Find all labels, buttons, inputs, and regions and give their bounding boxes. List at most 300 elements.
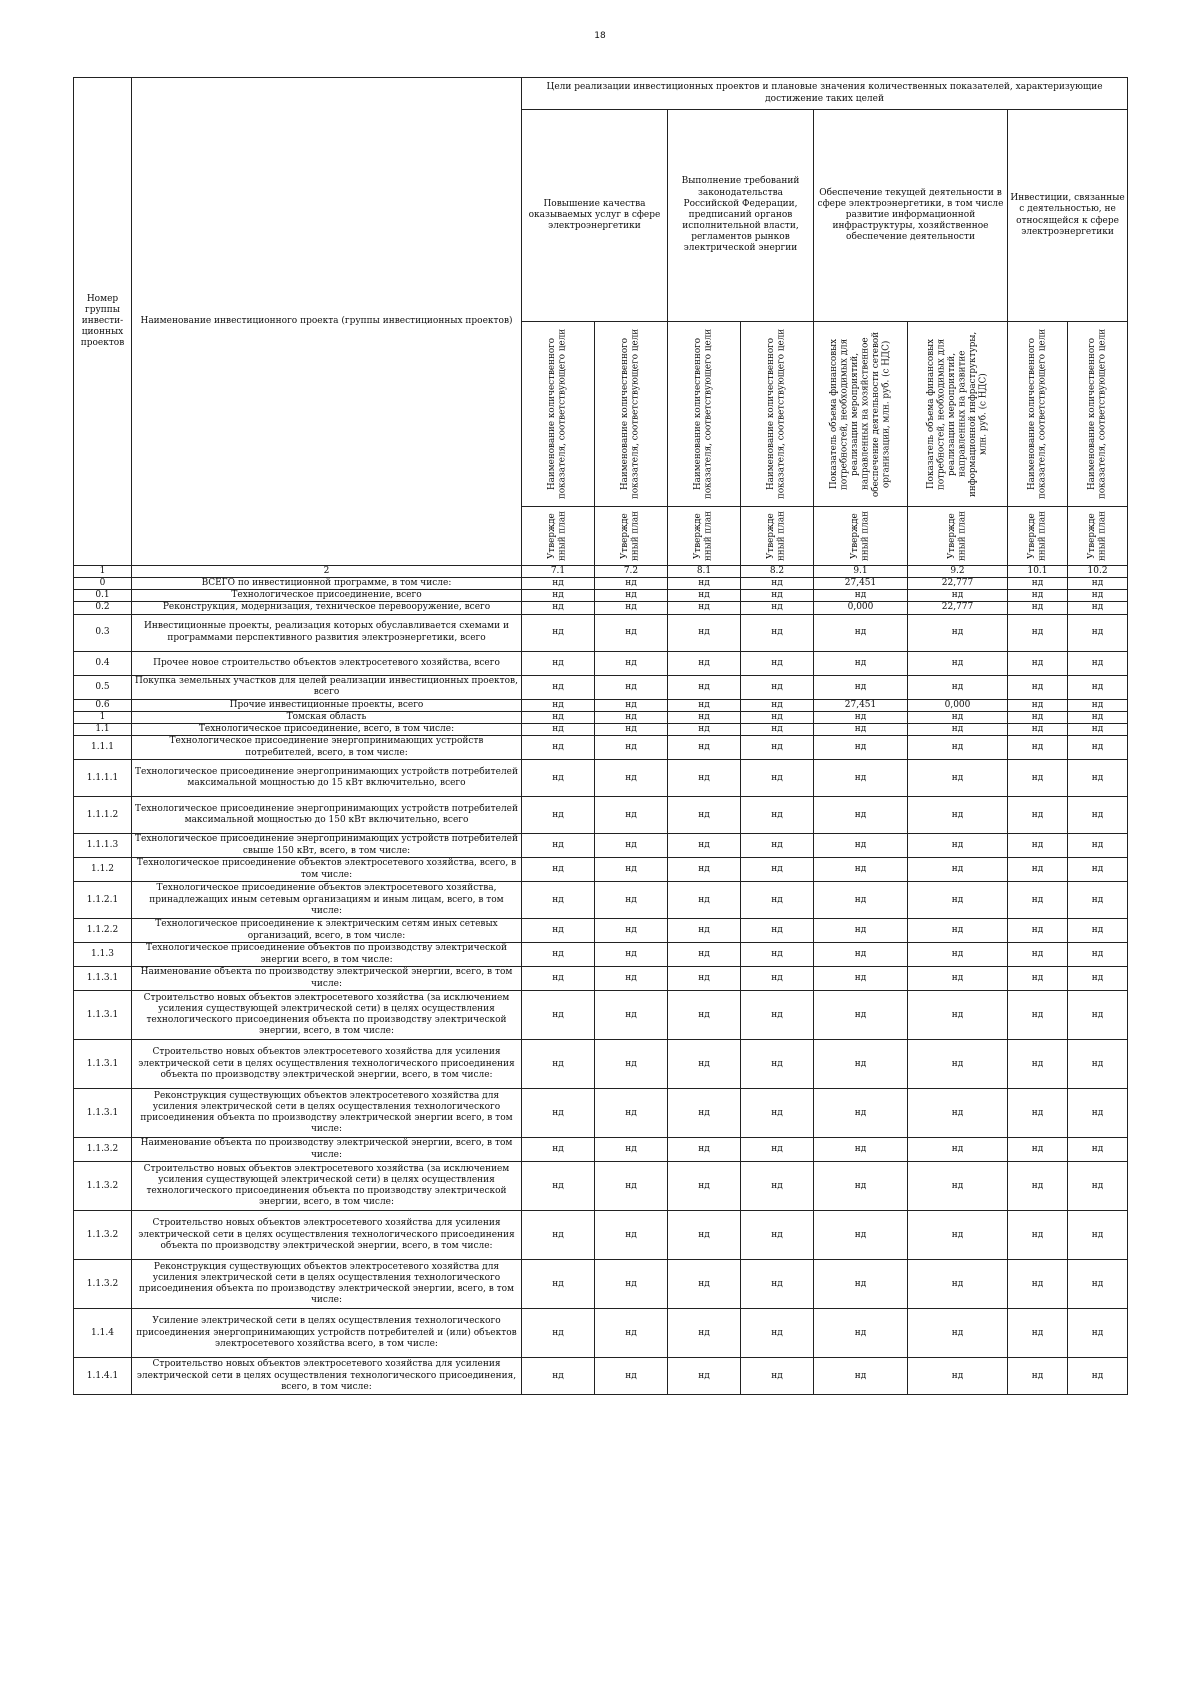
row-value: нд bbox=[908, 882, 1008, 919]
row-value: нд bbox=[908, 651, 1008, 675]
row-value: нд bbox=[814, 675, 908, 699]
plan-header bbox=[1068, 507, 1128, 566]
row-value: нд bbox=[522, 1138, 595, 1162]
indicator-header bbox=[668, 322, 741, 507]
table-row bbox=[74, 967, 1128, 991]
row-value: 22,777 bbox=[908, 578, 1008, 590]
row-value: нд bbox=[1008, 1162, 1068, 1211]
table-row bbox=[74, 1162, 1128, 1211]
row-value: нд bbox=[741, 1138, 814, 1162]
row-value: нд bbox=[741, 675, 814, 699]
row-value: нд bbox=[814, 991, 908, 1040]
row-value: нд bbox=[814, 614, 908, 651]
row-value: нд bbox=[814, 651, 908, 675]
row-value: нд bbox=[908, 723, 1008, 735]
row-value: нд bbox=[1068, 1138, 1128, 1162]
row-name: Технологическое присоединение энергопринимающих устройств потребителей свыше 150 кВт, всего, в том числе: bbox=[132, 834, 522, 858]
indicator-header-text: Наименование количественного показателя, соответствующего цели bbox=[1087, 328, 1108, 500]
row-value: нд bbox=[741, 1040, 814, 1089]
row-value: нд bbox=[741, 943, 814, 967]
table-row bbox=[74, 1260, 1128, 1309]
row-value: нд bbox=[1068, 1162, 1128, 1211]
row-value: нд bbox=[595, 1162, 668, 1211]
column-number: 10.1 bbox=[1008, 566, 1068, 578]
row-name: Технологическое присоединение, всего bbox=[132, 590, 522, 602]
row-value: нд bbox=[1008, 578, 1068, 590]
table-row bbox=[74, 834, 1128, 858]
table-row bbox=[74, 797, 1128, 834]
row-value: нд bbox=[595, 1040, 668, 1089]
indicator-header-text: Наименование количественного показателя, соответствующего цели bbox=[693, 328, 714, 500]
row-value: нд bbox=[741, 1211, 814, 1260]
row-value: нд bbox=[814, 1089, 908, 1138]
plan-header-text: Утвержде нный план bbox=[849, 511, 871, 561]
row-value: нд bbox=[595, 943, 668, 967]
plan-header bbox=[522, 507, 595, 566]
row-value: нд bbox=[814, 760, 908, 797]
row-number: 1.1.3.2 bbox=[74, 1138, 132, 1162]
row-value: нд bbox=[668, 651, 741, 675]
row-name: Томская область bbox=[132, 711, 522, 723]
plan-header bbox=[668, 507, 741, 566]
row-value: нд bbox=[741, 602, 814, 614]
table-row bbox=[74, 760, 1128, 797]
row-value: нд bbox=[908, 1089, 1008, 1138]
row-name: Технологическое присоединение энергопринимающих устройств потребителей максимальной мощностью до 150 кВт включительно, всего bbox=[132, 797, 522, 834]
indicator-header bbox=[1008, 322, 1068, 507]
row-value: нд bbox=[522, 675, 595, 699]
row-value: нд bbox=[522, 614, 595, 651]
row-value: нд bbox=[522, 1162, 595, 1211]
row-value: нд bbox=[908, 1162, 1008, 1211]
row-value: нд bbox=[595, 602, 668, 614]
row-value: нд bbox=[595, 1211, 668, 1260]
row-value: нд bbox=[668, 882, 741, 919]
row-value: нд bbox=[522, 578, 595, 590]
table-row bbox=[74, 858, 1128, 882]
row-name: Строительство новых объектов электросетевого хозяйства (за исключением усиления существующей электрической сети) в целях осуществления технологического присоединения объекта по производству электрической энергии, всего, в том числе: bbox=[132, 991, 522, 1040]
row-number: 1.1.3.2 bbox=[74, 1211, 132, 1260]
row-value: нд bbox=[595, 675, 668, 699]
row-value: нд bbox=[1008, 651, 1068, 675]
row-value: нд bbox=[668, 967, 741, 991]
row-value: нд bbox=[1068, 578, 1128, 590]
column-number: 7.1 bbox=[522, 566, 595, 578]
row-value: нд bbox=[595, 1358, 668, 1395]
table-row bbox=[74, 614, 1128, 651]
row-number: 0.2 bbox=[74, 602, 132, 614]
plan-header-text: Утвержде нный план bbox=[547, 511, 568, 561]
row-value: нд bbox=[1008, 590, 1068, 602]
row-value: нд bbox=[1008, 760, 1068, 797]
row-value: нд bbox=[1008, 602, 1068, 614]
row-name: Технологическое присоединение энергопринимающих устройств потребителей, всего, в том числе: bbox=[132, 736, 522, 760]
indicator-header bbox=[522, 322, 595, 507]
row-number: 1.1.3 bbox=[74, 943, 132, 967]
page-number: 18 bbox=[594, 31, 606, 41]
row-number: 1.1.4 bbox=[74, 1309, 132, 1358]
table-row bbox=[74, 578, 1128, 590]
row-number: 0 bbox=[74, 578, 132, 590]
row-value: нд bbox=[522, 1211, 595, 1260]
row-name: Прочие инвестиционные проекты, всего bbox=[132, 699, 522, 711]
row-name: Покупка земельных участков для целей реализации инвестиционных проектов, всего bbox=[132, 675, 522, 699]
indicator-header-text: Наименование количественного показателя, соответствующего цели bbox=[620, 328, 641, 500]
row-value: нд bbox=[522, 590, 595, 602]
row-value: нд bbox=[522, 882, 595, 919]
row-value: нд bbox=[595, 919, 668, 943]
row-value: нд bbox=[1008, 991, 1068, 1040]
row-value: нд bbox=[741, 991, 814, 1040]
row-value: нд bbox=[522, 967, 595, 991]
table-row bbox=[74, 943, 1128, 967]
table-row bbox=[74, 651, 1128, 675]
row-value: нд bbox=[908, 675, 1008, 699]
row-value: нд bbox=[668, 614, 741, 651]
column-number: 8.1 bbox=[668, 566, 741, 578]
row-value: нд bbox=[908, 1211, 1008, 1260]
row-value: нд bbox=[668, 1211, 741, 1260]
row-value: нд bbox=[814, 1260, 908, 1309]
row-value: нд bbox=[741, 711, 814, 723]
column-number: 7.2 bbox=[595, 566, 668, 578]
row-number: 1.1.3.1 bbox=[74, 991, 132, 1040]
row-value: нд bbox=[908, 760, 1008, 797]
row-value: нд bbox=[741, 919, 814, 943]
row-value: нд bbox=[1068, 1040, 1128, 1089]
row-value: нд bbox=[741, 760, 814, 797]
row-value: нд bbox=[741, 614, 814, 651]
row-value: нд bbox=[908, 614, 1008, 651]
row-value: нд bbox=[522, 943, 595, 967]
row-value: нд bbox=[1008, 967, 1068, 991]
row-number: 0.5 bbox=[74, 675, 132, 699]
row-value: нд bbox=[522, 602, 595, 614]
indicator-header-text: Показатель объема финансовых потребностей, необходимых для реализации мероприятий, направленных на развитие информационной инфраструктуры, млн. руб. (с НДС) bbox=[925, 331, 989, 497]
row-value: нд bbox=[668, 1040, 741, 1089]
table-row bbox=[74, 1211, 1128, 1260]
row-value: нд bbox=[522, 1260, 595, 1309]
row-value: нд bbox=[741, 651, 814, 675]
row-value: нд bbox=[595, 760, 668, 797]
row-name: Инвестиционные проекты, реализация которых обуславливается схемами и программами перспективного развития электроэнергетики, всего bbox=[132, 614, 522, 651]
plan-header bbox=[908, 507, 1008, 566]
row-value: нд bbox=[668, 602, 741, 614]
plan-header-text: Утвержде нный план bbox=[766, 511, 787, 561]
row-value: нд bbox=[1008, 919, 1068, 943]
row-value: нд bbox=[595, 967, 668, 991]
row-value: нд bbox=[1008, 723, 1068, 735]
row-value: нд bbox=[741, 590, 814, 602]
investment-goals-table bbox=[73, 77, 1128, 1395]
row-value: нд bbox=[595, 1138, 668, 1162]
table-row bbox=[74, 675, 1128, 699]
row-value: нд bbox=[668, 991, 741, 1040]
row-value: нд bbox=[741, 699, 814, 711]
row-value: нд bbox=[668, 736, 741, 760]
row-value: нд bbox=[741, 1260, 814, 1309]
row-value: нд bbox=[1068, 651, 1128, 675]
goal-group-header: Повышение качества оказываемых услуг в сфере электроэнергетики bbox=[522, 110, 668, 322]
row-value: нд bbox=[1068, 675, 1128, 699]
indicator-header bbox=[908, 322, 1008, 507]
row-value: нд bbox=[908, 919, 1008, 943]
row-value: нд bbox=[741, 797, 814, 834]
row-value: нд bbox=[814, 943, 908, 967]
indicator-header-text: Наименование количественного показателя, соответствующего цели bbox=[1026, 328, 1048, 500]
row-number: 0.6 bbox=[74, 699, 132, 711]
row-name: Технологическое присоединение энергопринимающих устройств потребителей максимальной мощностью до 15 кВт включительно, всего bbox=[132, 760, 522, 797]
row-value: нд bbox=[668, 858, 741, 882]
row-value: нд bbox=[595, 797, 668, 834]
row-name: Строительство новых объектов электросетевого хозяйства (за исключением усиления существующей электрической сети) в целях осуществления технологического присоединения объекта по производству электрической энергии, всего, в том числе: bbox=[132, 1162, 522, 1211]
row-value: нд bbox=[814, 967, 908, 991]
row-value: нд bbox=[1068, 1358, 1128, 1395]
table-row bbox=[74, 723, 1128, 735]
row-number: 1.1.1.2 bbox=[74, 797, 132, 834]
row-number: 0.4 bbox=[74, 651, 132, 675]
row-name: Технологическое присоединение к электрическим сетям иных сетевых организаций, всего, в том числе: bbox=[132, 919, 522, 943]
table-row bbox=[74, 991, 1128, 1040]
row-value: нд bbox=[595, 1260, 668, 1309]
row-name: Усиление электрической сети в целях осуществления технологического присоединения энергопринимающих устройств потребителей и (или) объектов электросетевого хозяйства всего, в том числе: bbox=[132, 1309, 522, 1358]
row-value: нд bbox=[522, 919, 595, 943]
row-value: нд bbox=[908, 711, 1008, 723]
row-value: нд bbox=[668, 1309, 741, 1358]
row-name: Технологическое присоединение объектов электросетевого хозяйства, всего, в том числе: bbox=[132, 858, 522, 882]
row-value: нд bbox=[741, 1358, 814, 1395]
row-value: нд bbox=[522, 834, 595, 858]
row-value: нд bbox=[1008, 1040, 1068, 1089]
row-value: нд bbox=[1008, 1358, 1068, 1395]
goal-group-header: Инвестиции, связанные с деятельностью, не относящейся к сфере электроэнергетики bbox=[1008, 110, 1128, 322]
table-row bbox=[74, 919, 1128, 943]
row-value: нд bbox=[522, 1089, 595, 1138]
table-row bbox=[74, 602, 1128, 614]
row-value: нд bbox=[1008, 858, 1068, 882]
row-value: нд bbox=[1068, 602, 1128, 614]
row-name: Технологическое присоединение, всего, в том числе: bbox=[132, 723, 522, 735]
row-value: нд bbox=[1068, 1309, 1128, 1358]
indicator-header-text: Наименование количественного показателя, соответствующего цели bbox=[766, 328, 787, 500]
row-value: нд bbox=[1008, 1089, 1068, 1138]
row-value: нд bbox=[741, 967, 814, 991]
row-name: Реконструкция существующих объектов электросетевого хозяйства для усиления электрической сети в целях осуществления технологического присоединения объекта по производству электрической энергии всего, в том числе: bbox=[132, 1089, 522, 1138]
row-value: нд bbox=[668, 943, 741, 967]
plan-header-text: Утвержде нный план bbox=[693, 511, 714, 561]
row-value: нд bbox=[1008, 943, 1068, 967]
row-value: нд bbox=[908, 590, 1008, 602]
row-value: нд bbox=[595, 882, 668, 919]
row-name: Наименование объекта по производству электрической энергии, всего, в том числе: bbox=[132, 967, 522, 991]
row-name: Реконструкция существующих объектов электросетевого хозяйства для усиления электрической сети в целях осуществления технологического присоединения объекта по производству электрической энергии, всего, в том числе: bbox=[132, 1260, 522, 1309]
row-value: нд bbox=[668, 1138, 741, 1162]
plan-header bbox=[595, 507, 668, 566]
row-value: нд bbox=[668, 1260, 741, 1309]
row-value: нд bbox=[908, 1040, 1008, 1089]
row-number: 1.1.3.1 bbox=[74, 1040, 132, 1089]
row-value: нд bbox=[1008, 1211, 1068, 1260]
row-value: нд bbox=[814, 590, 908, 602]
row-value: нд bbox=[1008, 834, 1068, 858]
row-name: Строительство новых объектов электросетевого хозяйства для усиления электрической сети в целях осуществления технологического присоединения объекта по производству электрической энергии, всего, в том числе: bbox=[132, 1040, 522, 1089]
row-value: нд bbox=[814, 1162, 908, 1211]
row-value: нд bbox=[1068, 991, 1128, 1040]
indicator-header bbox=[1068, 322, 1128, 507]
row-value: нд bbox=[908, 858, 1008, 882]
row-value: нд bbox=[814, 723, 908, 735]
row-name: Технологическое присоединение объектов по производству электрической энергии всего, в том числе: bbox=[132, 943, 522, 967]
row-value: нд bbox=[1068, 919, 1128, 943]
row-value: нд bbox=[1068, 736, 1128, 760]
row-value: нд bbox=[1008, 1138, 1068, 1162]
row-value: нд bbox=[595, 651, 668, 675]
row-value: нд bbox=[595, 590, 668, 602]
row-value: нд bbox=[741, 858, 814, 882]
row-value: нд bbox=[595, 858, 668, 882]
row-value: нд bbox=[522, 651, 595, 675]
row-number: 1.1.1 bbox=[74, 736, 132, 760]
row-value: нд bbox=[814, 711, 908, 723]
goal-group-header: Обеспечение текущей деятельности в сфере электроэнергетики, в том числе развитие информационной инфраструктуры, хозяйственное обеспечение деятельности bbox=[814, 110, 1008, 322]
row-value: нд bbox=[814, 1309, 908, 1358]
goal-group-header: Выполнение требований законодательства Российской Федерации, предписаний органов исполнительной власти, регламентов рынков электрической энергии bbox=[668, 110, 814, 322]
row-value: нд bbox=[595, 1089, 668, 1138]
row-value: нд bbox=[1068, 590, 1128, 602]
row-value: нд bbox=[522, 760, 595, 797]
table-row bbox=[74, 1358, 1128, 1395]
row-number: 1.1.2.2 bbox=[74, 919, 132, 943]
indicator-header-text: Показатель объема финансовых потребностей, необходимых для реализации мероприятий, направленных на хозяйственное обеспечение деятельности сетевой организации, млн. руб. (с НДС) bbox=[828, 331, 892, 497]
row-value: нд bbox=[1008, 1309, 1068, 1358]
row-value: нд bbox=[741, 578, 814, 590]
row-value: нд bbox=[741, 1162, 814, 1211]
row-value: нд bbox=[1068, 967, 1128, 991]
row-value: нд bbox=[1008, 1260, 1068, 1309]
column-number: 10.2 bbox=[1068, 566, 1128, 578]
goals-header: Цели реализации инвестиционных проектов и плановые значения количественных показателей, характеризующие достижение таких целей bbox=[522, 78, 1128, 110]
row-number: 1.1 bbox=[74, 723, 132, 735]
row-value: нд bbox=[522, 736, 595, 760]
row-number: 1 bbox=[74, 711, 132, 723]
row-value: нд bbox=[1008, 882, 1068, 919]
row-value: нд bbox=[668, 699, 741, 711]
row-name: ВСЕГО по инвестиционной программе, в том числе: bbox=[132, 578, 522, 590]
row-value: нд bbox=[668, 578, 741, 590]
plan-header bbox=[741, 507, 814, 566]
column-number: 9.1 bbox=[814, 566, 908, 578]
row-number: 1.1.2.1 bbox=[74, 882, 132, 919]
row-value: нд bbox=[1068, 699, 1128, 711]
plan-header-text: Утвержде нный план bbox=[1026, 511, 1048, 561]
plan-header bbox=[814, 507, 908, 566]
row-value: нд bbox=[668, 590, 741, 602]
row-value: нд bbox=[668, 760, 741, 797]
row-value: нд bbox=[595, 711, 668, 723]
row-value: нд bbox=[908, 967, 1008, 991]
row-value: нд bbox=[522, 797, 595, 834]
row-value: нд bbox=[1008, 797, 1068, 834]
row-value: 27,451 bbox=[814, 699, 908, 711]
row-value: нд bbox=[522, 723, 595, 735]
table-row bbox=[74, 711, 1128, 723]
column-number: 1 bbox=[74, 566, 132, 578]
row-name: Реконструкция, модернизация, техническое перевооружение, всего bbox=[132, 602, 522, 614]
row-value: 22,777 bbox=[908, 602, 1008, 614]
row-value: нд bbox=[814, 834, 908, 858]
table-row bbox=[74, 1309, 1128, 1358]
table-row bbox=[74, 736, 1128, 760]
indicator-header bbox=[595, 322, 668, 507]
column-number: 9.2 bbox=[908, 566, 1008, 578]
row-value: нд bbox=[1008, 736, 1068, 760]
indicator-header bbox=[741, 322, 814, 507]
row-value: нд bbox=[522, 1358, 595, 1395]
row-value: нд bbox=[595, 736, 668, 760]
row-value: нд bbox=[814, 882, 908, 919]
table-row bbox=[74, 1040, 1128, 1089]
row-value: 0,000 bbox=[814, 602, 908, 614]
row-value: нд bbox=[668, 723, 741, 735]
row-value: нд bbox=[1068, 614, 1128, 651]
indicator-header bbox=[814, 322, 908, 507]
row-value: нд bbox=[595, 991, 668, 1040]
row-value: нд bbox=[814, 1211, 908, 1260]
row-value: нд bbox=[668, 1162, 741, 1211]
row-value: нд bbox=[741, 1309, 814, 1358]
row-value: нд bbox=[741, 723, 814, 735]
table-row bbox=[74, 1138, 1128, 1162]
row-name: Прочее новое строительство объектов электросетевого хозяйства, всего bbox=[132, 651, 522, 675]
column-number: 8.2 bbox=[741, 566, 814, 578]
row-value: нд bbox=[814, 858, 908, 882]
plan-header-text: Утвержде нный план bbox=[1087, 511, 1108, 561]
table-row bbox=[74, 882, 1128, 919]
row-name: Строительство новых объектов электросетевого хозяйства для усиления электрической сети в целях осуществления технологического присоединения, всего, в том числе: bbox=[132, 1358, 522, 1395]
row-name: Строительство новых объектов электросетевого хозяйства для усиления электрической сети в целях осуществления технологического присоединения объекта по производству электрической энергии, всего, в том числе: bbox=[132, 1211, 522, 1260]
row-value: нд bbox=[595, 723, 668, 735]
row-value: нд bbox=[1008, 699, 1068, 711]
row-value: нд bbox=[1068, 1089, 1128, 1138]
table-row bbox=[74, 590, 1128, 602]
row-value: нд bbox=[814, 1040, 908, 1089]
row-value: нд bbox=[668, 675, 741, 699]
row-name: Наименование объекта по производству электрической энергии, всего, в том числе: bbox=[132, 1138, 522, 1162]
row-value: нд bbox=[1068, 760, 1128, 797]
name-column-header: Наименование инвестиционного проекта (группы инвестиционных проектов) bbox=[132, 78, 522, 566]
row-name: Технологическое присоединение объектов электросетевого хозяйства, принадлежащих иным сетевым организациям и иным лицам, всего, в том числе: bbox=[132, 882, 522, 919]
row-value: нд bbox=[668, 797, 741, 834]
plan-header bbox=[1008, 507, 1068, 566]
row-value: нд bbox=[908, 1358, 1008, 1395]
row-value: нд bbox=[908, 943, 1008, 967]
row-value: нд bbox=[814, 1358, 908, 1395]
row-number: 1.1.1.3 bbox=[74, 834, 132, 858]
row-value: нд bbox=[908, 991, 1008, 1040]
row-value: нд bbox=[1068, 882, 1128, 919]
row-value: нд bbox=[741, 834, 814, 858]
row-number: 1.1.4.1 bbox=[74, 1358, 132, 1395]
plan-header-text: Утвержде нный план bbox=[620, 511, 641, 561]
table-row bbox=[74, 699, 1128, 711]
row-value: нд bbox=[814, 736, 908, 760]
row-value: нд bbox=[741, 882, 814, 919]
row-value: нд bbox=[668, 1089, 741, 1138]
table-row bbox=[74, 1089, 1128, 1138]
row-value: нд bbox=[814, 919, 908, 943]
row-value: нд bbox=[522, 1040, 595, 1089]
indicator-header-text: Наименование количественного показателя, соответствующего цели bbox=[547, 328, 568, 500]
